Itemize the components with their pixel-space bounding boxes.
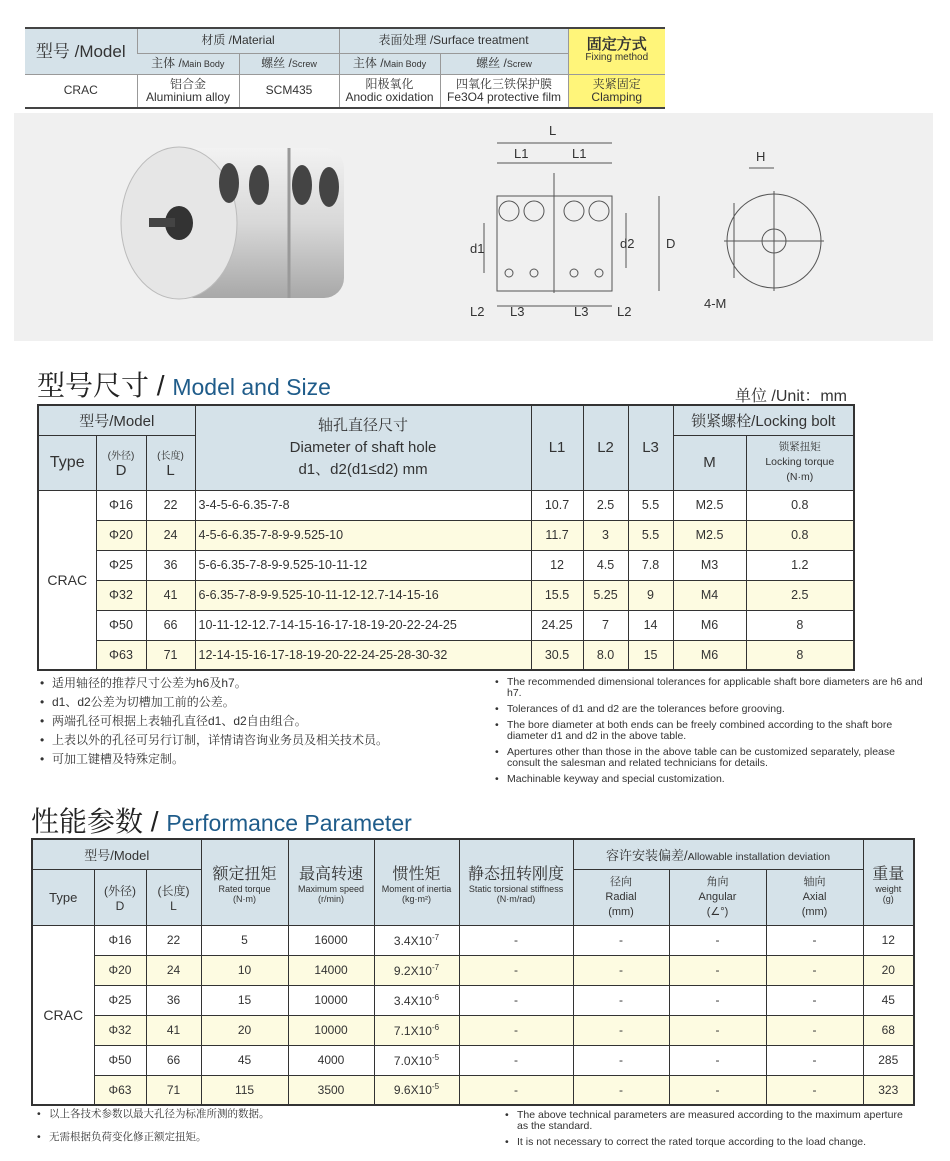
dim-d2: d2 bbox=[620, 236, 635, 251]
torque-cell: 20 bbox=[201, 1015, 288, 1045]
note-item: • 以上各技术参数以最大孔径为标准所测的数据。 bbox=[37, 1108, 270, 1121]
inertia-cell: $3.4X10^{-6}$ bbox=[374, 985, 459, 1015]
l3-cell: 14 bbox=[628, 610, 673, 640]
stiffness-header: 静态扭转刚度 Static torsional stiffness (N·m/rad) bbox=[459, 839, 573, 925]
dim-L3: L3 bbox=[510, 304, 525, 319]
note-item: • 适用轴径的推荐尺寸公差为h6及h7。 bbox=[40, 676, 388, 691]
D-cell: Φ63 bbox=[94, 1075, 146, 1105]
radial-cell: - bbox=[573, 1045, 669, 1075]
torque-cell: 45 bbox=[201, 1045, 288, 1075]
stiff-cell: - bbox=[459, 1015, 573, 1045]
shaft-diameters-cell: 6-6.35-7-8-9-9.525-10-11-12-12.7-14-15-16 bbox=[195, 580, 531, 610]
L-cell: 41 bbox=[146, 1015, 201, 1045]
l1-cell: 24.25 bbox=[531, 610, 583, 640]
locking-torque-cell: 0.8 bbox=[746, 490, 854, 520]
main-body-header: 主体 /Main Body bbox=[137, 53, 239, 74]
side-view-drawing bbox=[484, 143, 659, 306]
type-header: Type bbox=[32, 869, 94, 925]
d-header: (外径) D bbox=[96, 435, 146, 490]
front-view-drawing bbox=[724, 168, 824, 291]
l2-cell: 8.0 bbox=[583, 640, 628, 670]
table-row bbox=[38, 490, 854, 520]
axial-cell: - bbox=[766, 955, 863, 985]
d-cell: Φ20 bbox=[96, 520, 146, 550]
locking-bolt-header: 锁紧螺栓/Locking bolt bbox=[673, 405, 854, 435]
type-cell: CRAC bbox=[38, 490, 96, 670]
l-cell: 41 bbox=[146, 580, 195, 610]
shaft-diameters-cell: 4-5-6-6.35-7-8-9-9.525-10 bbox=[195, 520, 531, 550]
note-item: • Apertures other than those in the above table can be customized separately, please consult the salesman and related technicians for details. bbox=[495, 747, 925, 769]
d-cell: Φ50 bbox=[96, 610, 146, 640]
max-speed-header: 最高转速 Maximum speed (r/min) bbox=[288, 839, 374, 925]
shaft-diameters-cell: 12-14-15-16-17-18-19-20-22-24-25-28-30-32 bbox=[195, 640, 531, 670]
D-cell: Φ20 bbox=[94, 955, 146, 985]
shaft-diameters-cell: 10-11-12-12.7-14-15-16-17-18-19-20-22-24-25 bbox=[195, 610, 531, 640]
l-cell: 22 bbox=[146, 490, 195, 520]
note-item: • The recommended dimensional tolerances for applicable shaft bore diameters are h6 and h7. bbox=[495, 677, 925, 699]
dim-L: L bbox=[549, 123, 557, 138]
note-item: • 上表以外的孔径可另行订制，详情请咨询业务员及相关技术员。 bbox=[40, 733, 388, 748]
angular-cell: - bbox=[669, 1045, 766, 1075]
torque-cell: 115 bbox=[201, 1075, 288, 1105]
inertia-cell: $9.2X10^{-7}$ bbox=[374, 955, 459, 985]
shaft-diameters-cell: 3-4-5-6-6.35-7-8 bbox=[195, 490, 531, 520]
stiff-cell: - bbox=[459, 925, 573, 955]
locking-torque-cell: 0.8 bbox=[746, 520, 854, 550]
l1-cell: 15.5 bbox=[531, 580, 583, 610]
table-row bbox=[32, 1015, 914, 1045]
l-cell: 24 bbox=[146, 520, 195, 550]
l1-cell: 30.5 bbox=[531, 640, 583, 670]
l3-cell: 15 bbox=[628, 640, 673, 670]
locking-torque-cell: 8 bbox=[746, 610, 854, 640]
angular-header: 角向 Angular (∠°) bbox=[669, 869, 766, 925]
weight-header: 重量 weight (g) bbox=[863, 839, 914, 925]
stiff-cell: - bbox=[459, 985, 573, 1015]
l3-cell: 7.8 bbox=[628, 550, 673, 580]
l1-cell: 10.7 bbox=[531, 490, 583, 520]
table-row bbox=[32, 955, 914, 985]
d-cell: Φ16 bbox=[96, 490, 146, 520]
l1-header: L1 bbox=[531, 405, 583, 490]
main-body-header: 主体 /Main Body bbox=[339, 53, 440, 74]
material-spec-table bbox=[25, 27, 665, 109]
body-surface: 阳极氧化 Anodic oxidation bbox=[339, 74, 440, 108]
speed-cell: 3500 bbox=[288, 1075, 374, 1105]
model-value: CRAC bbox=[25, 74, 137, 108]
L-cell: 36 bbox=[146, 985, 201, 1015]
locking-torque-cell: 1.2 bbox=[746, 550, 854, 580]
speed-cell: 10000 bbox=[288, 985, 374, 1015]
performance-section-title: 性能参数 / Performance Parameter bbox=[31, 806, 412, 837]
coupling-photo bbox=[121, 147, 344, 299]
product-figure bbox=[14, 113, 933, 341]
d-cell: Φ25 bbox=[96, 550, 146, 580]
weight-cell: 68 bbox=[863, 1015, 914, 1045]
dim-H: H bbox=[756, 149, 766, 164]
stiff-cell: - bbox=[459, 955, 573, 985]
d-header: (外径) D bbox=[94, 869, 146, 925]
l2-cell: 2.5 bbox=[583, 490, 628, 520]
table-row bbox=[38, 610, 854, 640]
perf-notes-en bbox=[505, 1110, 905, 1153]
torque-cell: 10 bbox=[201, 955, 288, 985]
l1-cell: 11.7 bbox=[531, 520, 583, 550]
D-cell: Φ25 bbox=[94, 985, 146, 1015]
dim-4-M: 4-M bbox=[704, 296, 727, 311]
material-header: 材质 /Material bbox=[137, 28, 339, 53]
note-item: • 无需根据负荷变化修正额定扭矩。 bbox=[37, 1131, 270, 1144]
perf-notes-cn bbox=[37, 1108, 270, 1154]
screw-material: SCM435 bbox=[239, 74, 339, 108]
l2-cell: 7 bbox=[583, 610, 628, 640]
weight-cell: 12 bbox=[863, 925, 914, 955]
note-item: • 可加工键槽及特殊定制。 bbox=[40, 752, 388, 767]
model-size-table bbox=[37, 404, 855, 671]
weight-cell: 285 bbox=[863, 1045, 914, 1075]
speed-cell: 10000 bbox=[288, 1015, 374, 1045]
stiff-cell: - bbox=[459, 1045, 573, 1075]
performance-table bbox=[31, 838, 915, 1106]
radial-cell: - bbox=[573, 955, 669, 985]
radial-header: 径向 Radial (mm) bbox=[573, 869, 669, 925]
dim-L1: L1 bbox=[572, 146, 587, 161]
table-row bbox=[38, 580, 854, 610]
table-row bbox=[32, 925, 914, 955]
m-cell: M4 bbox=[673, 580, 746, 610]
size-notes-en bbox=[495, 677, 925, 790]
D-cell: Φ16 bbox=[94, 925, 146, 955]
l-cell: 36 bbox=[146, 550, 195, 580]
rated-torque-header: 额定扭矩 Rated torque (N·m) bbox=[201, 839, 288, 925]
model-header: 型号/Model bbox=[32, 839, 201, 869]
dim-L2: L2 bbox=[617, 304, 632, 319]
unit-label: 单位 /Unit：mm bbox=[734, 388, 847, 405]
note-item: • Tolerances of d1 and d2 are the tolerances before grooving. bbox=[495, 704, 925, 715]
note-item: • The above technical parameters are measured according to the maximum aperture as the standard. bbox=[505, 1110, 905, 1132]
axial-cell: - bbox=[766, 1015, 863, 1045]
D-cell: Φ32 bbox=[94, 1015, 146, 1045]
l1-cell: 12 bbox=[531, 550, 583, 580]
l3-header: L3 bbox=[628, 405, 673, 490]
speed-cell: 16000 bbox=[288, 925, 374, 955]
table-row bbox=[38, 520, 854, 550]
l-header: (长度) L bbox=[146, 435, 195, 490]
l3-cell: 5.5 bbox=[628, 490, 673, 520]
torque-header: 锁紧扭矩 Locking torque (N·m) bbox=[746, 435, 854, 490]
model-header: 型号/Model bbox=[38, 405, 195, 435]
axial-header: 轴向 Axial (mm) bbox=[766, 869, 863, 925]
note-item: • Machinable keyway and special customization. bbox=[495, 774, 925, 785]
body-material: 铝合金 Aluminium alloy bbox=[137, 74, 239, 108]
l2-header: L2 bbox=[583, 405, 628, 490]
note-item: • The bore diameter at both ends can be freely combined according to the shaft bore diameter d1 and d2 in the above table. bbox=[495, 720, 925, 742]
l2-cell: 4.5 bbox=[583, 550, 628, 580]
angular-cell: - bbox=[669, 985, 766, 1015]
torque-cell: 5 bbox=[201, 925, 288, 955]
note-item: • d1、d2公差为切槽加工前的公差。 bbox=[40, 695, 388, 710]
speed-cell: 14000 bbox=[288, 955, 374, 985]
dim-L1: L1 bbox=[514, 146, 529, 161]
l2-cell: 3 bbox=[583, 520, 628, 550]
m-header: M bbox=[673, 435, 746, 490]
deviation-header: 容许安装偏差/Allowable installation deviation bbox=[573, 839, 863, 869]
axial-cell: - bbox=[766, 925, 863, 955]
screw-surface: 四氧化三铁保护膜 Fe3O4 protective film bbox=[440, 74, 568, 108]
radial-cell: - bbox=[573, 925, 669, 955]
inertia-cell: $7.1X10^{-6}$ bbox=[374, 1015, 459, 1045]
inertia-header: 惯性矩 Moment of inertia (kg·m²) bbox=[374, 839, 459, 925]
m-cell: M2.5 bbox=[673, 490, 746, 520]
weight-cell: 20 bbox=[863, 955, 914, 985]
speed-cell: 4000 bbox=[288, 1045, 374, 1075]
l2-cell: 5.25 bbox=[583, 580, 628, 610]
L-cell: 24 bbox=[146, 955, 201, 985]
table-row bbox=[38, 640, 854, 670]
m-cell: M3 bbox=[673, 550, 746, 580]
angular-cell: - bbox=[669, 925, 766, 955]
l3-cell: 5.5 bbox=[628, 520, 673, 550]
l-header: (长度) L bbox=[146, 869, 201, 925]
axial-cell: - bbox=[766, 1045, 863, 1075]
dim-d1: d1 bbox=[470, 241, 485, 256]
surface-header: 表面处理 /Surface treatment bbox=[339, 28, 568, 53]
type-header: Type bbox=[38, 435, 96, 490]
type-cell: CRAC bbox=[32, 925, 94, 1105]
m-cell: M2.5 bbox=[673, 520, 746, 550]
dim-L3: L3 bbox=[574, 304, 589, 319]
size-notes-cn bbox=[40, 676, 388, 771]
axial-cell: - bbox=[766, 985, 863, 1015]
inertia-cell: $9.6X10^{-5}$ bbox=[374, 1075, 459, 1105]
fixing-value: 夹紧固定 Clamping bbox=[568, 74, 665, 108]
coupling-drawing bbox=[14, 113, 933, 341]
size-section-title: 型号尺寸 / Model and Size bbox=[37, 370, 331, 401]
radial-cell: - bbox=[573, 985, 669, 1015]
inertia-cell: $3.4X10^{-7}$ bbox=[374, 925, 459, 955]
angular-cell: - bbox=[669, 1015, 766, 1045]
L-cell: 22 bbox=[146, 925, 201, 955]
note-item: • 两端孔径可根据上表轴孔直径d1、d2自由组合。 bbox=[40, 714, 388, 729]
l-cell: 71 bbox=[146, 640, 195, 670]
angular-cell: - bbox=[669, 955, 766, 985]
angular-cell: - bbox=[669, 1075, 766, 1105]
shaft-header: 轴孔直径尺寸 Diameter of shaft hole d1、d2(d1≤d2) mm bbox=[195, 405, 531, 490]
table-row bbox=[32, 1075, 914, 1105]
fixing-header: 固定方式 Fixing method bbox=[568, 28, 665, 74]
torque-cell: 15 bbox=[201, 985, 288, 1015]
stiff-cell: - bbox=[459, 1075, 573, 1105]
l3-cell: 9 bbox=[628, 580, 673, 610]
table-row bbox=[32, 1045, 914, 1075]
note-item: • It is not necessary to correct the rated torque according to the load change. bbox=[505, 1137, 905, 1148]
L-cell: 66 bbox=[146, 1045, 201, 1075]
shaft-diameters-cell: 5-6-6.35-7-8-9-9.525-10-11-12 bbox=[195, 550, 531, 580]
d-cell: Φ32 bbox=[96, 580, 146, 610]
screw-header: 螺丝 /Screw bbox=[239, 53, 339, 74]
D-cell: Φ50 bbox=[94, 1045, 146, 1075]
radial-cell: - bbox=[573, 1015, 669, 1045]
dim-D: D bbox=[666, 236, 676, 251]
table-row bbox=[38, 550, 854, 580]
l-cell: 66 bbox=[146, 610, 195, 640]
axial-cell: - bbox=[766, 1075, 863, 1105]
locking-torque-cell: 8 bbox=[746, 640, 854, 670]
radial-cell: - bbox=[573, 1075, 669, 1105]
weight-cell: 45 bbox=[863, 985, 914, 1015]
model-header: 型号 /Model bbox=[25, 28, 137, 74]
m-cell: M6 bbox=[673, 640, 746, 670]
inertia-cell: $7.0X10^{-5}$ bbox=[374, 1045, 459, 1075]
screw-header: 螺丝 /Screw bbox=[440, 53, 568, 74]
d-cell: Φ63 bbox=[96, 640, 146, 670]
L-cell: 71 bbox=[146, 1075, 201, 1105]
weight-cell: 323 bbox=[863, 1075, 914, 1105]
locking-torque-cell: 2.5 bbox=[746, 580, 854, 610]
dim-L2: L2 bbox=[470, 304, 485, 319]
table-row bbox=[32, 985, 914, 1015]
m-cell: M6 bbox=[673, 610, 746, 640]
